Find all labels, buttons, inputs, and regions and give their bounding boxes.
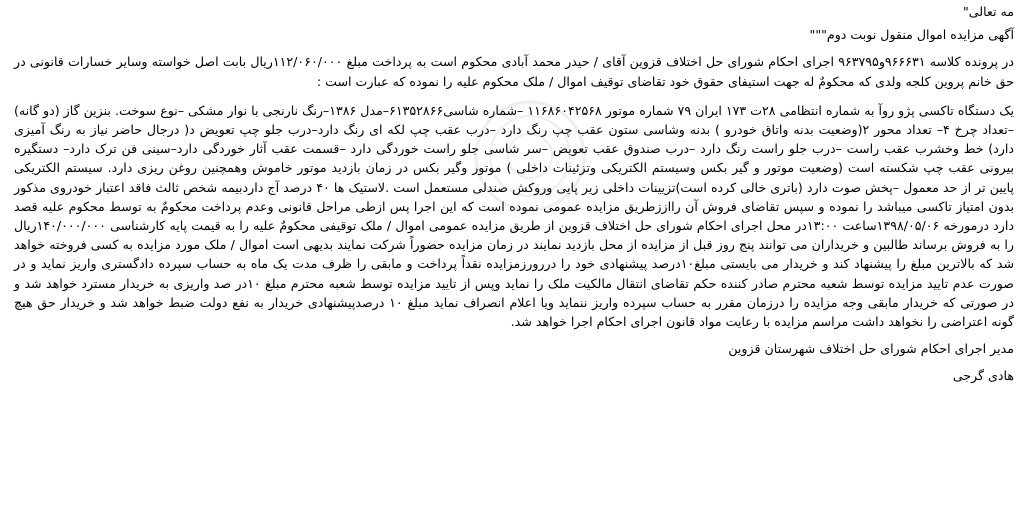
invocation-line: مه تعالی": [962, 4, 1014, 19]
intro-paragraph: در پرونده کلاسه ۹۶۶۶۳۱و۹۶۳۷۹۵ اجرای احکام شورای حل اختلاف قزوین آقای / حیدر محمد آبادی محکوم است به پرداخت مبلغ ۱۱۲/۰۶۰/۰۰۰ریال بابت اصل خواسته وسایر خسارات قانونی در حق خانم پروین کلجه ولدی که محکومٌ له جهت استیفای حقوق خود تقاضای توقیف اموال / ملک محکوم علیه را نموده که عبارت است :: [14, 54, 1014, 89]
signatory-name: هادی گرجی: [952, 368, 1014, 384]
seal-watermark-icon: [470, 96, 590, 216]
notice-title: آگهی مزایده اموال منقول نوبت دوم""": [809, 27, 1014, 43]
vehicle-and-terms-paragraph: یک دستگاه تاکسی پژو روآ به شماره انتظامی ۲۸ت ۱۷۳ ایران ۷۹ شماره موتور ۱۱۶۸۶۰۴۲۵۶۸ –شماره شاسی۶۱۳۵۲۸۶۶–مدل ۱۳۸۶–رنگ نارنجی با نوار مشکی –نوع سوخت. بنزین گاز (دو گانه) –تعداد چرخ ۴– تعداد محور ۲(وضعیت بدنه واتاق خودرو ) بدنه وشاسی ستون عقب چپ رنگ دارد –درب عقب چپ لکه ای رنگ دارد–درب جلو چپ تعویض د( درجال حاضر نیاز به رنگ آمیزی دارد) خط وخشرب عقب راست –درب جلو راست رنگ دارد –درب صندوق عقب تعویض –سر شاسی جلو راست خوردگی دارد –قسمت عقب آثار خوردگی دارد–سینی فن ترک دارد– دستگیره بیرونی عقب چپ شکسته است (وضعیت موتور و گیر بکس وسیستم الکتریکی وتزئینات داخلی ) موتور وگیر بکس در زمان بازدید موتور خاموش وهمچنین روغن ریزی دارد. سیستم الکتریکی پایین تر از حد معمول –پخش صوت دارد (باتری خالی کرده است)تزیینات داخلی زیر پایی وروکش صندلی مستعمل است .لاستیک ها ۴۰ درصد آج داردبیمه شخص ثالث فاقد اعتبار خودروی مذکور بدون امتیاز تاکسی میباشد را نموده و سپس تقاضای فروش آن رااززطریق مزایده عمومی نموده است که این اجرا پس ازطی مراحل قانونی وعدم پرداخت محکومٌ به توسط محکوم علیه قصد دارد درمورخه ۱۳۹۸/۰۵/۰۶ساعت ۱۳:۰۰در محل اجرای احکام شورای حل اختلاف قزوین از طریق مزایده عمومی اموال / ملک توقیفی محکومٌ علیه را به قیمت پایه کارشناسی ۱۴۰/۰۰۰/۰۰۰ریال را به فروش برساند طالبین و خریداران می توانند پنج روز قبل از مزایده از محل بازدید نمایند در زمان مزایده حضوراً شرکت نمایند بدیهی است اموال / ملک مورد مزایده به کسی فروخته خواهد شد که بالاترین مبلغ را پیشنهاد کند و خریدار می بایستی مبلغ۱۰درصد پیشنهادی خود را دررورزمزایده نقداً پرداخت و مابقی را ظرف مدت یک ماه به حساب سپرده دادگستری واریز نماید و در صورت عدم تایید مزایده توسط شعبه محترم صادر کننده حکم تقاضای انتقال مالکیت ملک را نماید وپس از تایید مزایده توسط شعبه محترم مبلغ ۱۰در صد واریزی به خریدار مسترد خواهد شد و در صورتی که خریدار مابقی وجه مزایده را درزمان مقرر به حساب سپرده واریز ننماید ویا اعلام انصراف نماید مبلغ ۱۰ درصدپیشنهادی خریدار به نفع دولت ضبط خواهد شد و خریدار حق هیچ گونه اعتراضی را نخواهد داشت مراسم مزایده با رعایت مواد قانون اجرای احکام اجرا خواهد شد.: [14, 102, 1014, 330]
issuing-office: مدیر اجرای احکام شورای حل اختلاف شهرستان قزوین: [728, 341, 1014, 357]
